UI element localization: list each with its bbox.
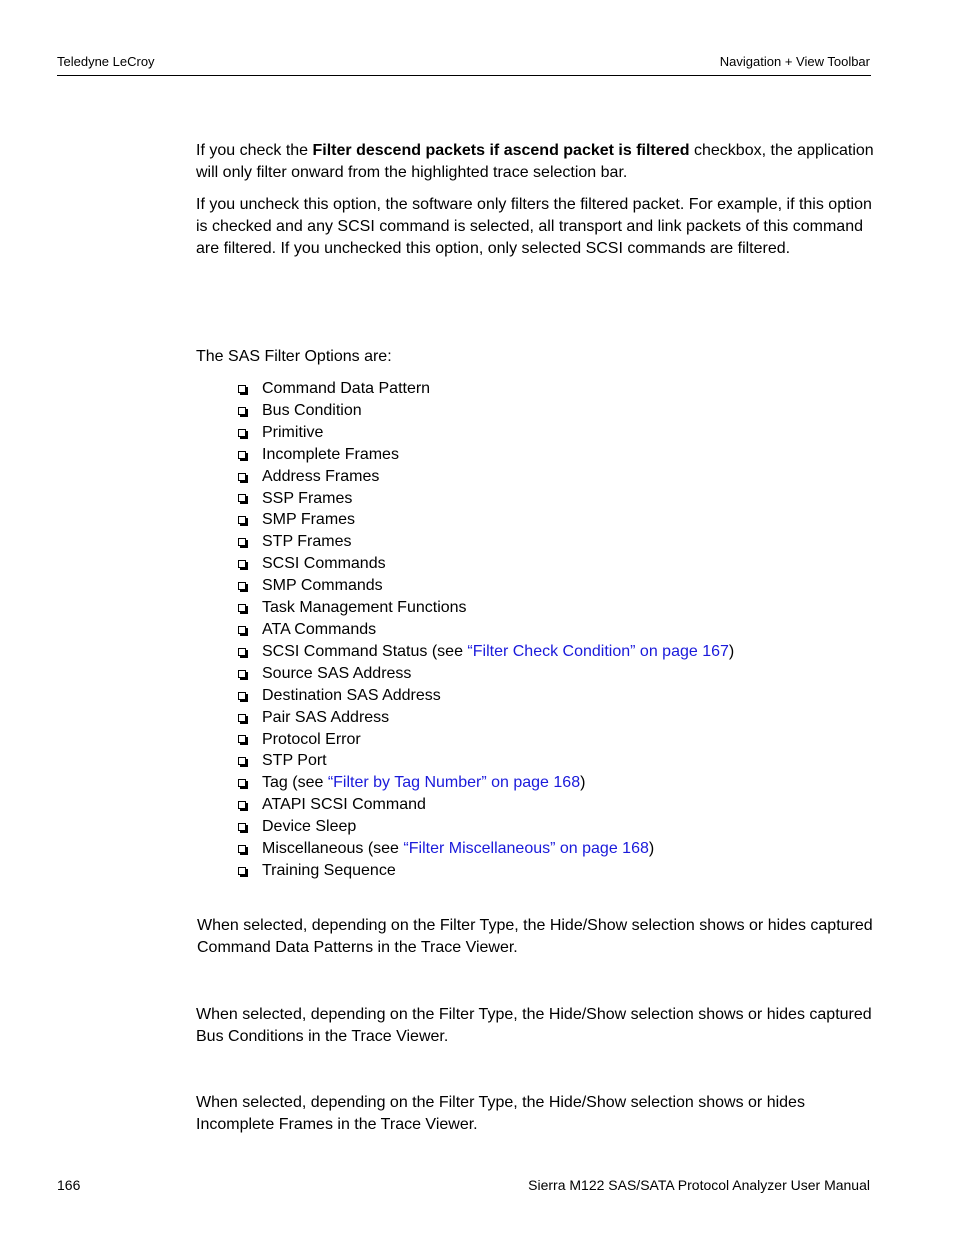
list-item [236, 816, 734, 838]
header-divider [57, 75, 871, 76]
checkbox-bullet-icon [238, 692, 246, 700]
option-label [262, 816, 356, 838]
list-item [236, 685, 734, 707]
option-text: SSP Frames [262, 489, 353, 507]
list-item [236, 400, 734, 422]
checkbox-bullet-icon [238, 560, 246, 568]
list-item [236, 838, 734, 860]
option-label [262, 750, 327, 772]
option-label [262, 378, 430, 400]
paragraph-command-data-pattern: When selected, depending on the Filter Type, the Hide/Show selection shows or hides captured Command Data Patterns in the Trace Viewer. [197, 917, 873, 956]
option-text: Destination SAS Address [262, 686, 441, 704]
para1-bold-option: Filter descend packets if ascend packet is filtered [312, 142, 690, 159]
option-text: Protocol Error [262, 730, 361, 748]
checkbox-bullet-icon [238, 429, 246, 437]
list-item [236, 575, 734, 597]
option-text: ATA Commands [262, 620, 377, 638]
option-label [262, 488, 352, 510]
checkbox-bullet-icon [238, 626, 246, 634]
option-text: Bus Condition [262, 401, 362, 419]
option-label [262, 597, 467, 619]
checkbox-bullet-icon [238, 473, 246, 481]
checkbox-bullet-icon [238, 451, 246, 459]
option-text: Primitive [262, 423, 324, 441]
checkbox-bullet-icon [238, 801, 246, 809]
option-text-end: ) [580, 774, 586, 792]
cross-reference-link[interactable]: “Filter by Tag Number” on page 168 [327, 774, 581, 792]
option-label [262, 422, 323, 444]
checkbox-bullet-icon [238, 494, 246, 502]
option-text: Tag (see [262, 774, 328, 792]
list-item [236, 378, 734, 400]
option-label [262, 509, 355, 531]
option-text: Command Data Pattern [262, 380, 431, 397]
option-text: Incomplete Frames [262, 445, 399, 463]
option-text: Source SAS Address [262, 664, 412, 682]
option-label [262, 641, 734, 663]
list-item [236, 707, 734, 729]
option-text: STP Port [262, 752, 327, 770]
paragraph-filter-descend [196, 140, 876, 184]
list-item [236, 619, 734, 641]
option-text-end: ) [728, 642, 735, 660]
option-text-end: ) [648, 840, 655, 858]
list-item [236, 597, 734, 619]
option-label [262, 729, 361, 751]
checkbox-bullet-icon [238, 385, 246, 393]
option-label [262, 772, 585, 794]
paragraph-incomplete-frames: When selected, depending on the Filter Type, the Hide/Show selection shows or hides Incomplete Frames in the Trace Viewer. [196, 1094, 805, 1133]
option-label [262, 794, 426, 816]
option-label [262, 838, 654, 860]
footer-manual-title: Sierra M122 SAS/SATA Protocol Analyzer User Manual [528, 1177, 870, 1193]
checkbox-bullet-icon [238, 867, 246, 875]
option-text: SMP Frames [262, 511, 356, 529]
footer-page-number: 166 [57, 1177, 81, 1193]
checkbox-bullet-icon [238, 714, 246, 722]
list-item [236, 531, 734, 553]
checkbox-bullet-icon [238, 582, 246, 590]
option-label [262, 663, 411, 685]
option-label [262, 444, 399, 466]
option-label [262, 619, 376, 641]
option-label [262, 553, 386, 575]
option-label [262, 575, 383, 597]
options-intro: The SAS Filter Options are: [196, 348, 392, 365]
option-text: Address Frames [262, 467, 380, 485]
list-item [236, 663, 734, 685]
list-item [236, 488, 734, 510]
option-label [262, 707, 389, 729]
checkbox-bullet-icon [238, 516, 246, 524]
option-text: SCSI Commands [262, 555, 386, 573]
checkbox-bullet-icon [238, 670, 246, 678]
option-label [262, 466, 379, 488]
list-item [236, 444, 734, 466]
checkbox-bullet-icon [238, 604, 246, 612]
checkbox-bullet-icon [238, 845, 246, 853]
list-item [236, 729, 734, 751]
header-company: Teledyne LeCroy [57, 54, 155, 69]
list-item [236, 772, 734, 794]
paragraph-bus-condition: When selected, depending on the Filter Type, the Hide/Show selection shows or hides captured Bus Conditions in the Trace Viewer. [196, 1006, 872, 1045]
sas-filter-options-list [236, 378, 734, 882]
checkbox-bullet-icon [238, 407, 246, 415]
list-item [236, 509, 734, 531]
list-item [236, 553, 734, 575]
option-text: Pair SAS Address [262, 708, 390, 726]
list-item [236, 422, 734, 444]
list-item [236, 794, 734, 816]
list-item [236, 641, 734, 663]
para1-text-start: If you check the [196, 142, 313, 159]
checkbox-bullet-icon [238, 823, 246, 831]
option-text: STP Frames [262, 533, 352, 551]
option-text: SMP Commands [262, 577, 383, 595]
paragraph-uncheck-option: If you uncheck this option, the software only filters the filtered packet. For example, if this option is checked and any SCSI command is selected, all transport and link packets of this command are filtered. If you unchecked this option, only selected SCSI commands are filtered. [196, 196, 872, 257]
option-text: Miscellaneous (see [262, 840, 404, 858]
cross-reference-link[interactable]: “Filter Check Condition” on page 167 [467, 642, 729, 660]
option-label [262, 400, 362, 422]
list-item [236, 750, 734, 772]
option-text: ATAPI SCSI Command [262, 796, 426, 814]
option-text: Device Sleep [262, 818, 357, 836]
checkbox-bullet-icon [238, 779, 246, 787]
option-text: Training Sequence [262, 861, 396, 879]
list-item [236, 860, 734, 882]
para1-text-end: checkbox, the application will only filter onward from the highlighted trace selection bar. [196, 142, 874, 181]
option-label [262, 860, 396, 882]
option-text: Task Management Functions [262, 599, 467, 617]
option-label [262, 685, 441, 707]
cross-reference-link[interactable]: “Filter Miscellaneous” on page 168 [403, 840, 649, 858]
checkbox-bullet-icon [238, 757, 246, 765]
checkbox-bullet-icon [238, 648, 246, 656]
header-section-title: Navigation + View Toolbar [719, 54, 870, 69]
option-label [262, 531, 352, 553]
option-text: SCSI Command Status (see [262, 642, 468, 660]
list-item [236, 466, 734, 488]
checkbox-bullet-icon [238, 538, 246, 546]
checkbox-bullet-icon [238, 735, 246, 743]
